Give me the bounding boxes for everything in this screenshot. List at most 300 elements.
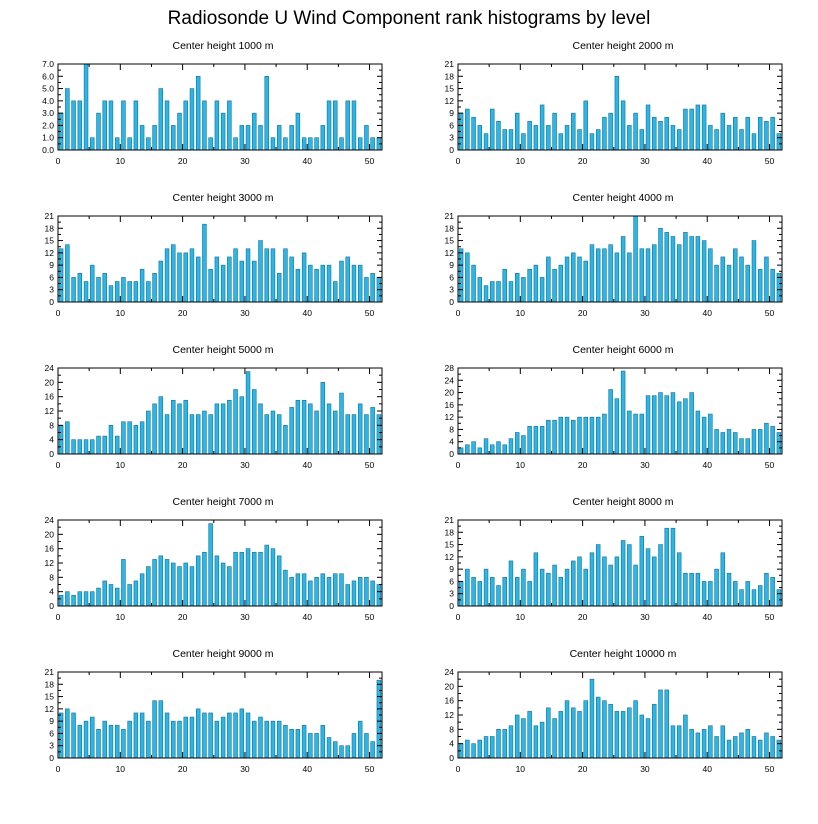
histogram-bar (733, 433, 737, 455)
histogram-bar (72, 440, 76, 454)
histogram-bar (590, 245, 594, 302)
histogram-bar (65, 422, 69, 454)
chart-panel-title: Center height 7000 m (172, 496, 274, 508)
histogram-bar (708, 249, 712, 302)
histogram-bar (677, 130, 681, 150)
chart-panel-title: Center height 6000 m (572, 344, 674, 356)
histogram-bar (65, 592, 69, 606)
histogram-bar (234, 390, 238, 455)
histogram-bar (215, 721, 219, 758)
histogram-bar (371, 581, 375, 606)
histogram-bar (521, 719, 525, 758)
chart-panel (28, 40, 418, 192)
chart-panel-title: Center height 5000 m (172, 344, 274, 356)
histogram-bar (333, 742, 337, 758)
x-tick-label: 40 (702, 460, 712, 470)
histogram-bar (134, 581, 138, 606)
histogram-bar (196, 415, 200, 454)
x-tick-label: 30 (640, 764, 650, 774)
histogram-bar (109, 101, 113, 150)
histogram-bar (327, 101, 331, 150)
y-tick-label: 15 (444, 235, 454, 246)
histogram-bar (546, 257, 550, 302)
histogram-bar (690, 573, 694, 606)
histogram-bar (246, 372, 250, 454)
histogram-bar (121, 277, 125, 302)
x-tick-label: 10 (115, 308, 126, 318)
histogram-bar (727, 125, 731, 150)
x-tick-label: 20 (177, 308, 188, 318)
chart-panel (428, 648, 818, 800)
histogram-bar (184, 101, 188, 150)
histogram-bar (352, 101, 356, 150)
histogram-bar (159, 556, 163, 606)
histogram-bar (521, 134, 525, 150)
histogram-bar (465, 740, 469, 758)
histogram-bar (578, 130, 582, 150)
histogram-bar (609, 245, 613, 302)
histogram-bar (290, 407, 294, 454)
histogram-bar (671, 125, 675, 150)
histogram-bar (683, 109, 687, 150)
histogram-bar (190, 415, 194, 454)
histogram-bar (459, 249, 463, 302)
histogram-bar (640, 249, 644, 302)
histogram-bar (72, 277, 76, 302)
histogram-bar (602, 557, 606, 606)
x-tick-label: 40 (702, 156, 712, 166)
histogram-bar (221, 265, 225, 302)
y-tick-label: 9 (49, 716, 54, 727)
histogram-bar (358, 721, 362, 758)
histogram-bar (271, 411, 275, 454)
histogram-bar (165, 249, 169, 302)
y-tick-label: 6 (449, 272, 454, 283)
histogram-bar (65, 89, 69, 150)
histogram-bar (377, 585, 381, 607)
histogram-bar (677, 553, 681, 606)
histogram-bar (515, 433, 519, 455)
y-tick-label: 24 (444, 667, 454, 677)
histogram-bar (252, 113, 256, 150)
y-tick-label: 24 (44, 363, 54, 373)
histogram-bar (702, 729, 706, 758)
histogram-bar (702, 241, 706, 302)
histogram-bar (227, 257, 231, 302)
y-tick-label: 20 (44, 377, 54, 388)
x-tick-label: 20 (577, 764, 588, 774)
histogram-bar (602, 701, 606, 758)
histogram-bar (109, 286, 113, 302)
x-tick-label: 20 (177, 764, 188, 774)
y-tick-label: 4 (49, 586, 54, 597)
chart-plot-area (428, 208, 818, 328)
histogram-bar (103, 436, 107, 454)
histogram-bar (346, 101, 350, 150)
histogram-bar (283, 249, 287, 302)
x-tick-label: 0 (55, 460, 61, 470)
histogram-bar (683, 232, 687, 302)
histogram-bar (72, 713, 76, 758)
histogram-bar (497, 442, 501, 454)
histogram-bar (196, 556, 200, 606)
histogram-bar (377, 680, 381, 758)
histogram-bar (771, 737, 775, 759)
histogram-bar (84, 440, 88, 454)
y-tick-label: 2.0 (42, 120, 54, 131)
x-tick-label: 40 (702, 308, 712, 318)
histogram-bar (690, 729, 694, 758)
histogram-bar (340, 261, 344, 302)
histogram-bar (333, 101, 337, 150)
histogram-bar (490, 109, 494, 150)
histogram-bar (503, 269, 507, 302)
y-tick-label: 0.0 (42, 145, 54, 155)
histogram-bar (746, 581, 750, 606)
histogram-bar (140, 269, 144, 302)
y-tick-label: 5.0 (42, 83, 54, 94)
histogram-bar (627, 411, 631, 454)
histogram-bar (478, 448, 482, 454)
histogram-bar (259, 404, 263, 454)
histogram-bar (265, 249, 269, 302)
y-tick-label: 18 (444, 71, 454, 82)
histogram-bar (490, 737, 494, 759)
chart-panel (28, 648, 418, 800)
histogram-bar (358, 138, 362, 150)
y-tick-label: 18 (44, 679, 54, 690)
y-tick-label: 0 (49, 601, 54, 611)
histogram-bar (490, 577, 494, 606)
histogram-bar (364, 125, 368, 150)
histogram-bar (602, 249, 606, 302)
chart-panel (428, 40, 818, 192)
histogram-bar (240, 709, 244, 758)
histogram-bar (590, 134, 594, 150)
histogram-bar (321, 725, 325, 758)
x-tick-label: 50 (364, 612, 375, 622)
histogram-bar (190, 89, 194, 150)
histogram-bar (259, 717, 263, 758)
histogram-bar (340, 393, 344, 454)
chart-plot-area (28, 512, 418, 632)
histogram-bar (708, 581, 712, 606)
histogram-bar (559, 265, 563, 302)
histogram-bar (90, 717, 94, 758)
histogram-bar (721, 257, 725, 302)
histogram-bar (758, 429, 762, 454)
histogram-bar (677, 726, 681, 758)
histogram-bar (621, 236, 625, 302)
histogram-bar (472, 265, 476, 302)
histogram-bar (277, 556, 281, 606)
histogram-bar (121, 559, 125, 606)
y-tick-label: 12 (444, 710, 454, 720)
histogram-bar (246, 125, 250, 150)
histogram-bar (171, 563, 175, 606)
histogram-bar (327, 577, 331, 606)
histogram-bar (696, 236, 700, 302)
chart-panel (428, 496, 818, 648)
y-tick-label: 8 (449, 724, 454, 735)
histogram-bar (315, 577, 319, 606)
histogram-bar (103, 721, 107, 758)
histogram-bar (265, 415, 269, 454)
y-tick-label: 6 (449, 120, 454, 131)
histogram-bar (283, 570, 287, 606)
histogram-bar (596, 130, 600, 150)
histogram-bar (515, 715, 519, 758)
y-tick-label: 12 (444, 95, 454, 106)
histogram-bar (165, 713, 169, 758)
x-tick-label: 0 (455, 308, 461, 318)
histogram-bar (308, 581, 312, 606)
chart-panel-title: Center height 4000 m (572, 192, 674, 204)
x-tick-label: 50 (364, 764, 375, 774)
histogram-bar (296, 400, 300, 454)
histogram-bar (271, 549, 275, 606)
histogram-bar (308, 265, 312, 302)
histogram-bar (97, 113, 101, 150)
x-tick-label: 50 (764, 460, 775, 470)
chart-plot-area (428, 512, 818, 632)
histogram-bar (165, 415, 169, 454)
histogram-bar (565, 417, 569, 454)
histogram-bar (690, 393, 694, 454)
histogram-bar (134, 282, 138, 302)
histogram-bar (615, 76, 619, 150)
histogram-bar (740, 257, 744, 302)
histogram-bar (546, 125, 550, 150)
histogram-bar (764, 423, 768, 454)
x-tick-label: 30 (640, 460, 650, 470)
histogram-bar (153, 701, 157, 758)
histogram-bar (153, 125, 157, 150)
y-tick-label: 0 (449, 601, 454, 611)
y-tick-label: 8 (49, 420, 54, 431)
histogram-bar (227, 101, 231, 150)
histogram-bar (634, 701, 638, 758)
histogram-bar (78, 592, 82, 606)
histogram-bar (165, 101, 169, 150)
histogram-bar (721, 433, 725, 455)
histogram-bar (484, 286, 488, 302)
histogram-bar (665, 117, 669, 150)
histogram-bar (715, 737, 719, 759)
histogram-bar (240, 397, 244, 454)
histogram-bar (234, 713, 238, 758)
histogram-bar (178, 567, 182, 606)
histogram-bar (740, 733, 744, 758)
histogram-bar (733, 117, 737, 150)
histogram-bar (671, 726, 675, 758)
histogram-bar (465, 253, 469, 302)
histogram-bar (746, 265, 750, 302)
histogram-bar (584, 261, 588, 302)
chart-plot-area (28, 360, 418, 480)
histogram-bar (121, 101, 125, 150)
x-tick-label: 40 (302, 308, 312, 318)
chart-plot-area (28, 56, 418, 176)
histogram-bar (497, 121, 501, 150)
histogram-bar (696, 411, 700, 454)
histogram-bar (746, 117, 750, 150)
histogram-bar (115, 138, 119, 150)
histogram-bar (615, 399, 619, 454)
histogram-bar (515, 273, 519, 302)
y-tick-label: 16 (444, 399, 454, 410)
histogram-bar (534, 426, 538, 454)
histogram-bar (252, 721, 256, 758)
histogram-bar (665, 690, 669, 758)
y-tick-label: 4 (449, 738, 454, 749)
histogram-bar (327, 265, 331, 302)
histogram-bar (227, 400, 231, 454)
histogram-bar (265, 545, 269, 606)
histogram-bar (371, 407, 375, 454)
histogram-bar (683, 399, 687, 454)
histogram-bar (652, 117, 656, 150)
histogram-bar (296, 574, 300, 606)
histogram-bar (590, 679, 594, 758)
histogram-bar (465, 569, 469, 606)
histogram-bar (340, 138, 344, 150)
histogram-bar (146, 721, 150, 758)
histogram-bar (565, 569, 569, 606)
histogram-bar (708, 125, 712, 150)
histogram-bar (534, 726, 538, 758)
histogram-bar (721, 726, 725, 758)
histogram-bar (302, 400, 306, 454)
histogram-bar (771, 426, 775, 454)
x-tick-label: 20 (177, 612, 188, 622)
histogram-bar (646, 396, 650, 454)
histogram-bar (190, 249, 194, 302)
histogram-bar (72, 595, 76, 606)
histogram-bar (364, 733, 368, 758)
histogram-bar (190, 717, 194, 758)
histogram-bar (721, 553, 725, 606)
histogram-bar (472, 744, 476, 758)
histogram-bar (146, 411, 150, 454)
histogram-bar (315, 411, 319, 454)
histogram-bar (721, 113, 725, 150)
y-tick-label: 15 (44, 691, 54, 702)
histogram-bar (296, 269, 300, 302)
y-tick-label: 3 (449, 284, 454, 295)
histogram-bar (659, 121, 663, 150)
histogram-bar (259, 241, 263, 302)
histogram-bar (553, 420, 557, 454)
histogram-bar (640, 715, 644, 758)
histogram-bar (553, 719, 557, 758)
histogram-bar (78, 725, 82, 758)
histogram-bar (659, 393, 663, 454)
histogram-bar (97, 588, 101, 606)
chart-plot-area (28, 664, 418, 784)
histogram-bar (184, 717, 188, 758)
histogram-bar (509, 439, 513, 454)
histogram-bar (740, 130, 744, 150)
histogram-bar (358, 404, 362, 454)
histogram-bar (634, 113, 638, 150)
histogram-bar (221, 404, 225, 454)
histogram-bar (771, 117, 775, 150)
histogram-bar (59, 595, 63, 606)
histogram-bar (609, 704, 613, 758)
x-tick-label: 50 (764, 156, 775, 166)
histogram-bar (346, 415, 350, 454)
x-tick-label: 40 (302, 156, 312, 166)
x-tick-label: 50 (764, 308, 775, 318)
histogram-bar (740, 439, 744, 454)
histogram-bar (327, 404, 331, 454)
histogram-bar (590, 417, 594, 454)
x-tick-label: 30 (240, 308, 250, 318)
histogram-bar (227, 567, 231, 606)
x-tick-label: 30 (240, 764, 250, 774)
histogram-bar (190, 567, 194, 606)
y-tick-label: 16 (444, 695, 454, 706)
histogram-bar (740, 590, 744, 606)
histogram-bar (171, 125, 175, 150)
histogram-bar (702, 105, 706, 150)
histogram-bar (352, 733, 356, 758)
histogram-bar (84, 282, 88, 302)
y-tick-label: 12 (444, 551, 454, 562)
histogram-bar (634, 565, 638, 606)
y-tick-label: 4.0 (42, 95, 54, 106)
y-tick-label: 21 (444, 211, 454, 221)
y-tick-label: 9 (449, 260, 454, 271)
histogram-bar (665, 232, 669, 302)
histogram-bar (733, 249, 737, 302)
histogram-bar (134, 713, 138, 758)
histogram-bar (78, 101, 82, 150)
histogram-bar (265, 76, 269, 150)
y-tick-label: 0 (449, 297, 454, 307)
histogram-bar (578, 557, 582, 606)
histogram-bar (503, 445, 507, 454)
histogram-bar (621, 711, 625, 758)
histogram-bar (277, 125, 281, 150)
histogram-bar (646, 105, 650, 150)
histogram-bar (302, 574, 306, 606)
histogram-bar (196, 709, 200, 758)
y-tick-label: 0 (49, 449, 54, 459)
y-tick-label: 18 (444, 527, 454, 538)
histogram-bar (521, 569, 525, 606)
chart-plot-area (428, 664, 818, 784)
histogram-bar (90, 440, 94, 454)
histogram-bar (478, 125, 482, 150)
histogram-bar (715, 130, 719, 150)
histogram-bar (128, 585, 132, 607)
y-tick-label: 16 (44, 543, 54, 554)
histogram-bar (683, 715, 687, 758)
histogram-bar (327, 738, 331, 758)
histogram-bar (209, 138, 213, 150)
histogram-bar (584, 569, 588, 606)
histogram-bar (184, 563, 188, 606)
y-tick-label: 18 (44, 223, 54, 234)
histogram-bar (159, 701, 163, 758)
x-tick-label: 30 (640, 612, 650, 622)
y-tick-label: 15 (44, 235, 54, 246)
x-tick-label: 30 (640, 308, 650, 318)
x-tick-label: 20 (177, 156, 188, 166)
histogram-bar (659, 545, 663, 606)
